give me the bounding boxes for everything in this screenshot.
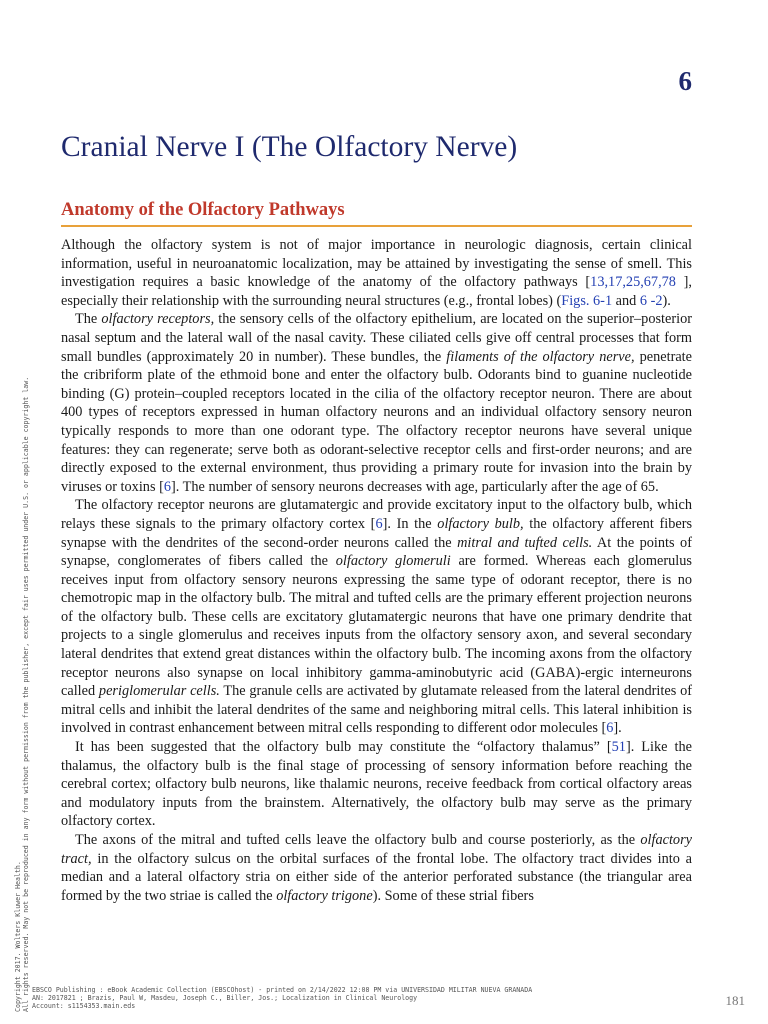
footer-line-2: AN: 2017821 ; Brazis, Paul W, Masdeu, Joseph C., Biller, Jos.; Localization in Clinical Neurology [32,994,418,1002]
citation-link[interactable]: 6 -2 [639,292,663,309]
citation-link[interactable]: Figs. 6-1 [561,292,613,309]
paragraph-4 [61,738,692,831]
citation-link[interactable]: 6 [163,478,172,495]
text-run: The granule cells are activated by glutamate released from the lateral dendrites of mitral cells and inhibit the lateral dendrites of the same and neighboring mitral cells. This lateral inhibition is involved in contrast enhancement between mitral cells responding to different odor molecules [ [61,683,692,737]
text-run: are formed. Whereas each glomerulus receives input from olfactory sensory neurons expressing the same type of odorant receptor, there is no chemotropic map in the olfactory bulb. The mitral and tufted cells are the primary efferent projection neurons of the olfactory bulb. These cells are excitatory glutamatergic neurons that have one primary dendrite that projects to a single glomerulus and receives inputs from the olfactory sensory axon, and several secondary lateral dendrites that extend great distances within the olfactory bulb. The incoming axons from the olfactory receptor neurons also synapse on local inhibitory gamma-aminobutyric acid (GABA)-ergic interneurons called [61,553,692,700]
italic-term: mitral and tufted cells. [457,534,593,551]
paragraph-5 [61,831,692,905]
text-run: The axons of the mitral and tufted cells leave the olfactory bulb and course posteriorly, as the [75,832,641,848]
citation-link[interactable]: 6 [606,720,614,737]
text-run: in the olfactory sulcus on the orbital surfaces of the frontal lobe. The olfactory tract divides into a median and a lateral olfactory stria on either side of the anterior perforated substance (the triangular area formed by the two striae is called the [61,850,692,904]
text-run: The [75,311,102,328]
body-text [61,236,692,905]
italic-term: filaments of the olfactory nerve, [446,348,635,365]
paragraph-1 [61,236,692,310]
text-run: ). Some of these strial fibers [372,887,534,904]
text-run: ]. Like the thalamus, the olfactory bulb is the final stage of processing of sensory information before reaching the cerebral cortex; olfactory bulb neurons, like thalamic neurons, receive feedback from cortical olfactory areas and modulatory inputs from the brainstem. Alternatively, the olfactory bulb may serve as the primary olfactory cortex. [61,739,692,830]
chapter-title: Cranial Nerve I (The Olfactory Nerve) [61,131,518,163]
italic-term: olfactory trigone [276,887,373,904]
footer-line-3: Account: s1154353.main.eds [32,1002,136,1010]
text-run: ]. The number of sensory neurons decreases with age, particularly after the age of 65. [171,478,659,495]
text-run: the olfactory afferent fibers synapse with the dendrites of the second-order neurons called the [61,515,693,551]
text-run: penetrate the cribriform plate of the ethmoid bone and enter the olfactory bulb. Odorants bind to guanine nucleotide binding (G) protein–coupled receptors located in the cilia of the olfactory receptor neuron. There are about 400 types of receptors expressed in human olfactory neurons and an individual olfactory sensory neuron typically responds to more than one odorant type. The olfactory receptor neurons have several unique features: they can regenerate; serve both as odorant-selective receptor cells and first-order neurons; and are directly exposed to the external environment, thus providing a primary route for invasion into the brain by viruses or toxins [ [61,348,692,495]
text-run: Although the olfactory system is not of major importance in neurologic diagnosis, certain clinical information, useful in neuroanatomic localization, may be attained by investigating the sense of smell. This investigation requires a basic knowledge of the anatomy of the olfactory pathways [ [61,237,692,291]
page-number: 181 [725,993,745,1008]
text-run: ], especially their relationship with the surrounding neural structures (e.g., frontal lobes) ( [61,274,692,309]
text-run: the sensory cells of the olfactory epithelium, are located on the superior–posterior nasal septum and the lateral wall of the nasal cavity. These ciliated cells give off central processes that form small bundles (approximately 20 in number). These bundles, the [61,311,693,365]
italic-term: olfactory receptors, [101,311,215,328]
section-heading: Anatomy of the Olfactory Pathways [61,200,345,220]
citation-link[interactable]: 51 [611,739,626,756]
ebsco-footer [32,986,532,1010]
footer-line-1: EBSCO Publishing : eBook Academic Collection (EBSCOhost) - printed on 2/14/2022 12:08 PM via UNIVERSIDAD MILITAR NUEVA GRANADA [32,986,533,994]
text-run: The olfactory receptor neurons are glutamatergic and provide excitatory input to the olfactory bulb, which relays these signals to the primary olfactory cortex [ [61,497,692,532]
section-divider [61,225,692,227]
text-run: and [612,292,640,309]
italic-term: olfactory glomeruli [335,553,451,570]
citation-link[interactable]: 6 [375,515,383,532]
text-run: At the points of synapse, conglomerates of fibers called the [61,534,692,570]
italic-term: periglomerular cells. [98,683,220,700]
paragraph-3 [61,496,692,738]
italic-term: olfactory bulb, [437,515,524,532]
text-run: ). [662,292,671,309]
text-run: ]. [613,720,622,737]
paragraph-2 [61,310,692,496]
chapter-number: 6 [678,66,692,96]
rights-line: All rights reserved. May not be reproduced in any form without permission from the publisher, except fair uses permitted under U.S. or applicable copyright law. [22,376,30,1012]
citation-link[interactable]: 13,17,25,67,78 [590,274,676,291]
italic-term: olfactory tract, [61,832,692,867]
text-run: It has been suggested that the olfactory bulb may constitute the “olfactory thalamus” [ [75,739,612,756]
copyright-line: Copyright 2017. Wolters Kluwer Health. [14,861,22,1012]
text-run: ]. In the [382,515,438,532]
side-copyright-notice [14,377,30,1012]
